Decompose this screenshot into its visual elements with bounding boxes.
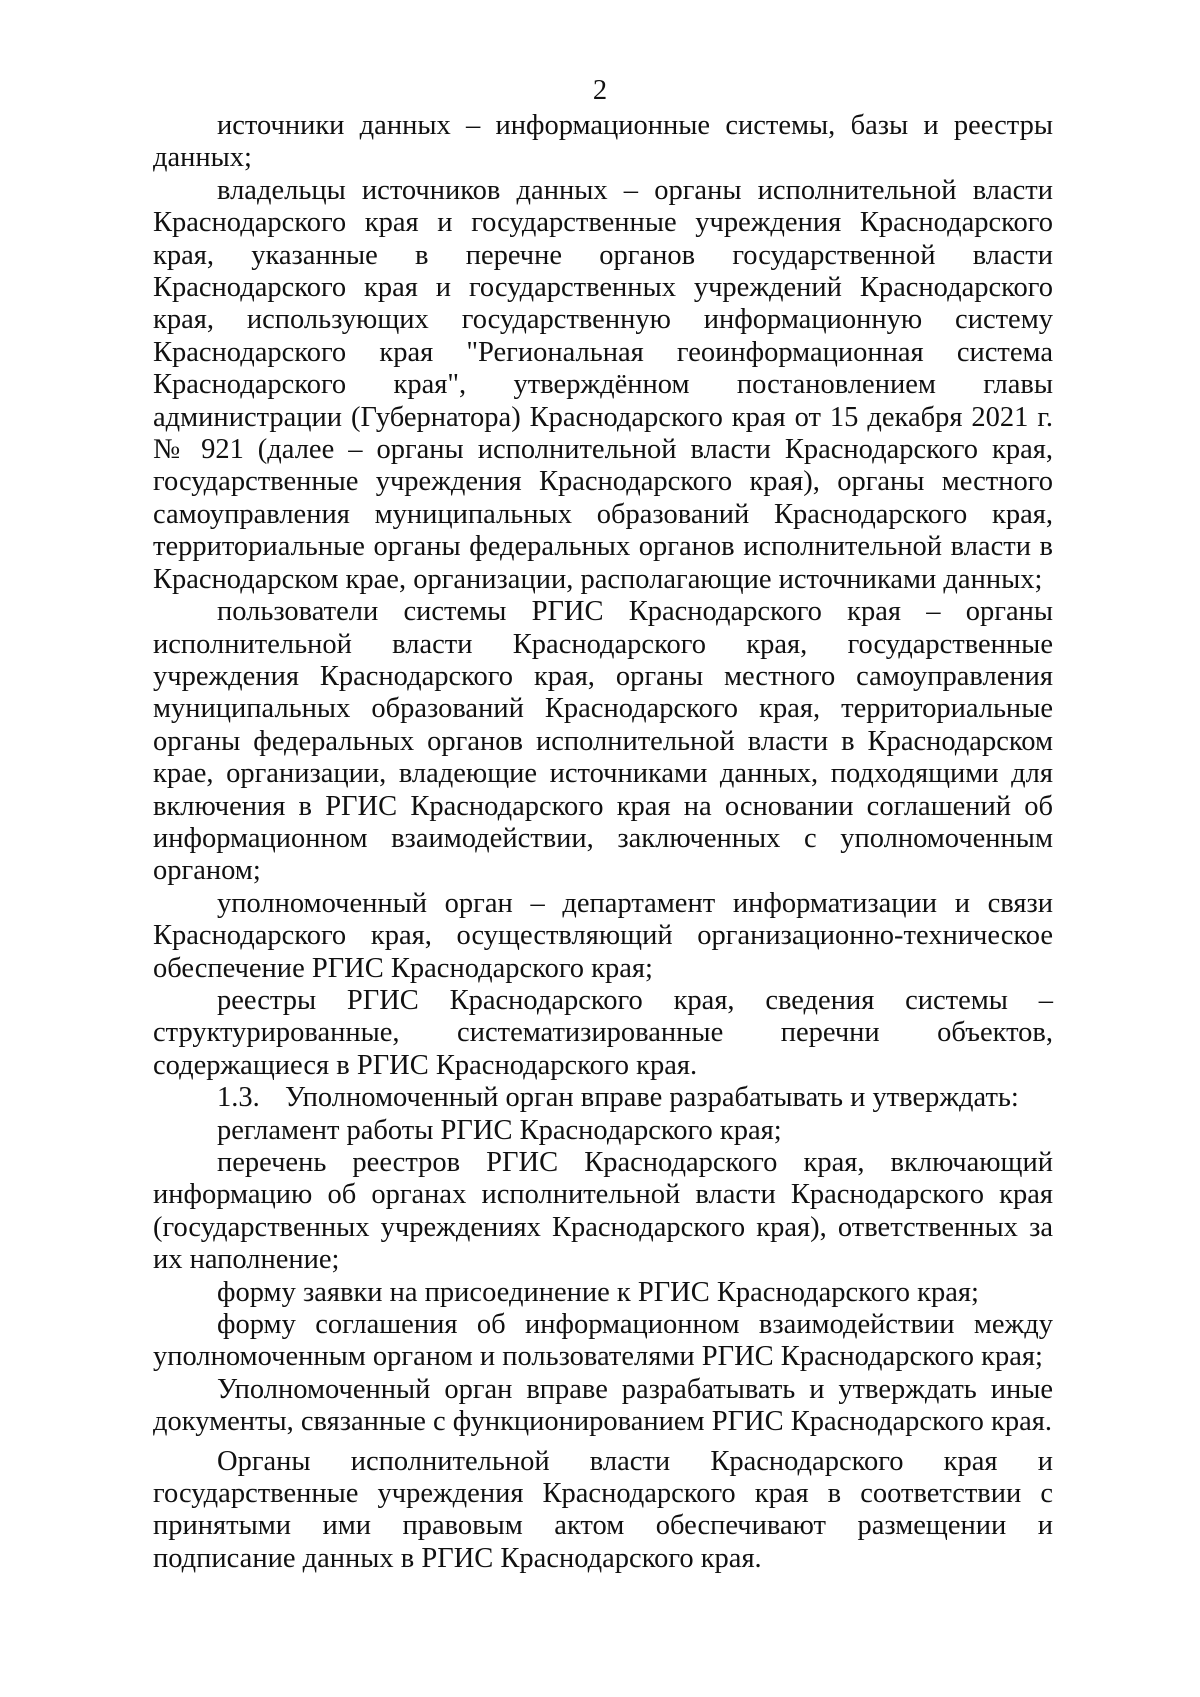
clause-item-other-documents: Уполномоченный орган вправе разрабатывать и утверждать иные документы, связанные с функционированием РГИС Краснодарского края. — [153, 1373, 1053, 1438]
definition-authorized-body: уполномоченный орган – департамент информатизации и связи Краснодарского края, осуществляющий организационно-техническое обеспечение РГИС Краснодарского края; — [153, 887, 1053, 984]
clause-text: Уполномоченный орган вправе разрабатывать и утверждать: — [285, 1082, 1019, 1114]
document-body — [153, 110, 1053, 1575]
final-paragraph: Органы исполнительной власти Краснодарского края и государственные учреждения Краснодарского края в соответствии с принятыми ими правовым актом обеспечивают размещении и подписание данных в РГИС Краснодарского края. — [153, 1445, 1053, 1574]
definition-system-users: пользователи системы РГИС Краснодарского края – органы исполнительной власти Краснодарского края, государственные учреждения Краснодарского края, органы местного самоуправления муниципальных образований Краснодарского края, территориальные органы федеральных органов исполнительной власти в Краснодарском крае, организации, владеющие источниками данных, подходящими для включения в РГИС Краснодарского края на основании соглашений об информационном взаимодействии, заключенных с уполномоченным органом; — [153, 596, 1053, 887]
clause-item-regulations: регламент работы РГИС Краснодарского края; — [217, 1114, 782, 1146]
page-number: 2 — [592, 75, 608, 106]
clause-item-agreement-form: форму соглашения об информационном взаимодействии между уполномоченным органом и пользователями РГИС Краснодарского края; — [153, 1309, 1053, 1373]
clause-number: 1.3. — [217, 1082, 260, 1114]
clause-item-registry-list: перечень реестров РГИС Краснодарского края, включающий информацию об органах исполнительной власти Краснодарского края (государственных учреждениях Краснодарского края), ответственных за их наполнение; — [153, 1147, 1053, 1276]
clause-item-application-form: форму заявки на присоединение к РГИС Краснодарского края; — [217, 1276, 979, 1308]
definition-data-source-owners: владельцы источников данных – органы исполнительной власти Краснодарского края и государственные учреждения Краснодарского края, указанные в перечне органов государственной власти Краснодарского края и государственных учреждений Краснодарского края, использующих государственную информационную систему Краснодарского края "Региональная геоинформационная система Краснодарского края", утверждённом постановлением главы администрации (Губернатора) Краснодарского края от 15 декабря 2021 г. № 921 (далее – органы исполнительной власти Краснодарского края, государственные учреждения Краснодарского края), органы местного самоуправления муниципальных образований Краснодарского края, территориальные органы федеральных органов исполнительной власти в Краснодарском крае, организации, располагающие источниками данных; — [153, 174, 1053, 595]
definition-registries: реестры РГИС Краснодарского края, сведения системы – структурированные, систематизированные перечни объектов, содержащиеся в РГИС Краснодарского края. — [153, 984, 1053, 1081]
clause-1-3 — [153, 1082, 1053, 1114]
definition-data-sources: источники данных – информационные системы, базы и реестры данных; — [153, 110, 1053, 174]
